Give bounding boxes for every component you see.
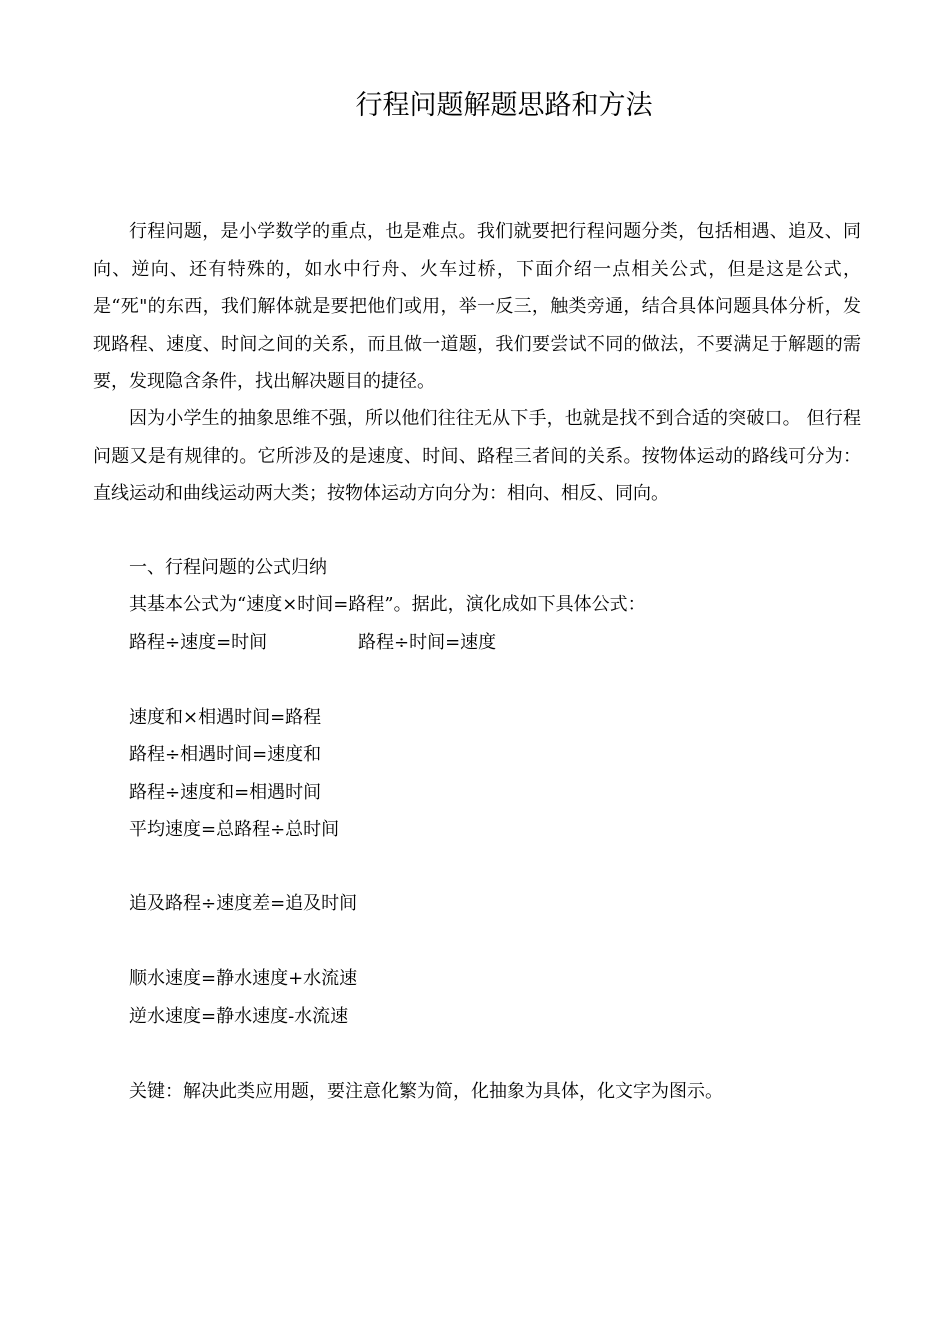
section-heading: 一、行程问题的公式归纳 xyxy=(129,557,327,578)
formula-meet-distance: 速度和×相遇时间=路程 xyxy=(129,707,322,728)
formula-downstream-speed: 顺水速度=静水速度+水流速 xyxy=(129,968,358,989)
intro-paragraph: 行程问题，是小学数学的重点，也是难点。我们就要把行程问题分类，包括相遇、追及、同向、逆向、还有特殊的，如水中行舟、火车过桥，下面介绍一点相关公式，但是这是公式，是“死"的东西，我们解体就是要把他们或用，举一反三，触类旁通，结合具体问题具体分析，发现路程、速度、时间之间的关系，而且做一道题，我们要尝试不同的做法，不要满足于解题的需要，发现隐含条件，找出解决题目的捷径。 xyxy=(93,221,861,392)
key-note: 关键：解决此类应用题，要注意化繁为简，化抽象为具体，化文字为图示。 xyxy=(129,1081,723,1102)
formula-meet-speed-sum: 路程÷相遇时间=速度和 xyxy=(129,744,322,765)
formula-average-speed: 平均速度=总路程÷总时间 xyxy=(129,819,340,840)
formula-meet-time: 路程÷速度和=相遇时间 xyxy=(129,782,322,803)
basic-formula-line: 其基本公式为“速度×时间=路程”。据此，演化成如下具体公式： xyxy=(129,594,646,615)
document-title: 行程问题解题思路和方法 xyxy=(355,90,653,121)
formula-speed: 路程÷时间=速度 xyxy=(358,632,497,653)
formula-chase-time: 追及路程÷速度差=追及时间 xyxy=(129,893,358,914)
formula-time: 路程÷速度=时间 xyxy=(129,632,268,653)
rule-paragraph: 因为小学生的抽象思维不强，所以他们往往无从下手，也就是找不到合适的突破口。 但行程问题又是有规律的。它所涉及的是速度、时间、路程三者间的关系。按物体运动的路线可分为：直线运动和曲线运动两大类；按物体运动方向分为：相向、相反、同向。 xyxy=(93,408,861,504)
formula-upstream-speed: 逆水速度=静水速度-水流速 xyxy=(129,1006,349,1027)
